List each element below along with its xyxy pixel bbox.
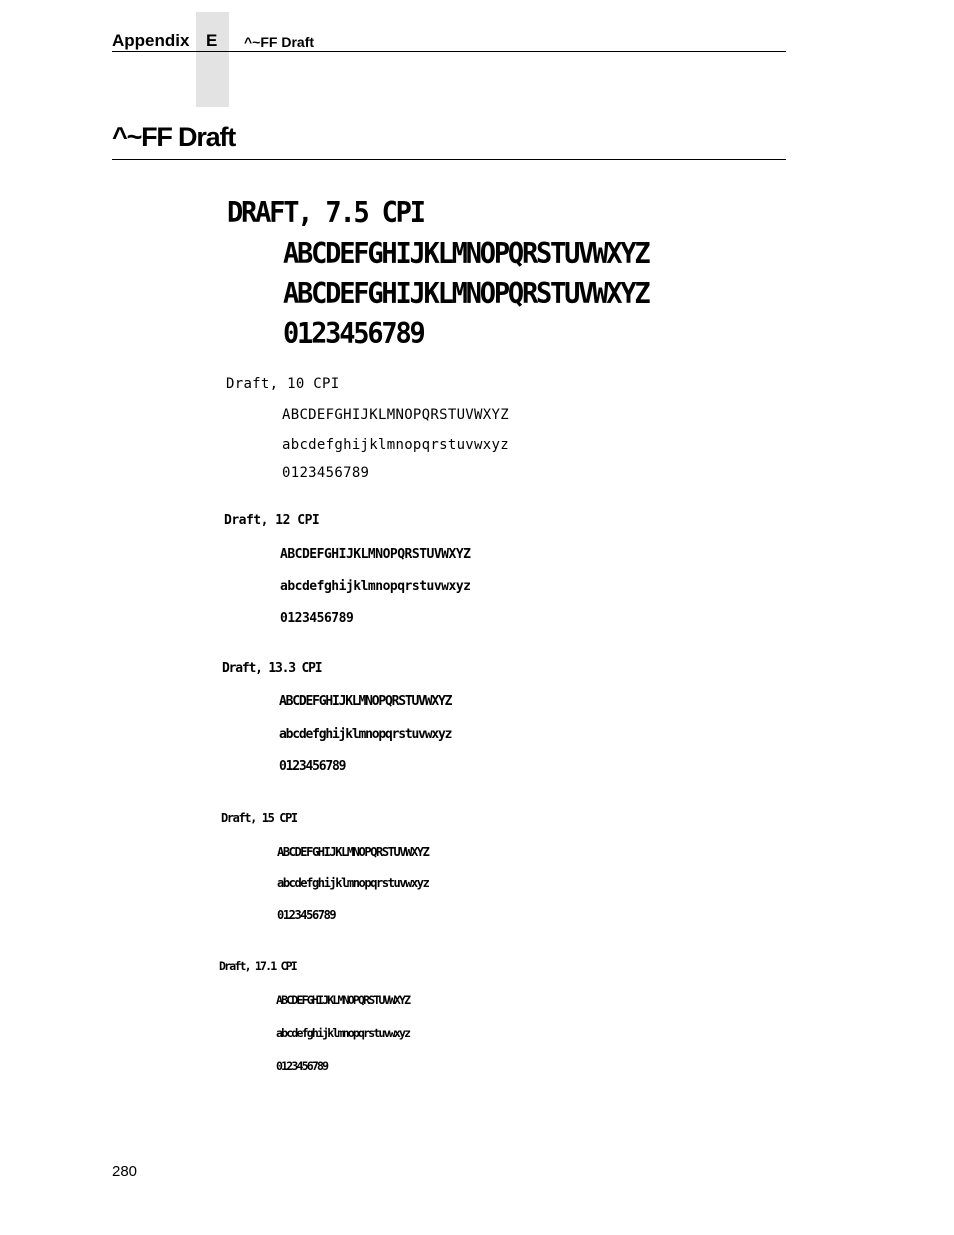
sample-line-digits: 0123456789 <box>283 317 424 351</box>
sample-line-uppercase: ABCDEFGHIJKLMNOPQRSTUVWXYZ <box>276 993 410 1007</box>
header-section-title: ^~FF Draft <box>244 34 315 50</box>
sample-line-uppercase: ABCDEFGHIJKLMNOPQRSTUVWXYZ <box>282 407 509 423</box>
sample-line-digits: 0123456789 <box>282 465 370 481</box>
sample-line-lowercase: abcdefghijklmnopqrstuvwxyz <box>282 437 509 453</box>
sample-heading: Draft, 12 CPI <box>224 513 320 528</box>
sample-heading: Draft, 17.1 CPI <box>219 959 296 973</box>
sample-heading: Draft, 10 CPI <box>226 376 340 392</box>
sample-line-digits: 0123456789 <box>277 908 336 922</box>
sample-line-digits: 0123456789 <box>279 759 346 774</box>
sample-heading: DRAFT, 7.5 CPI <box>227 196 424 230</box>
appendix-tab-marker <box>196 12 229 107</box>
sample-line-lowercase: abcdefghijklmnopqrstuvwxyz <box>280 579 471 594</box>
sample-line-uppercase: ABCDEFGHIJKLMNOPQRSTUVWXYZ <box>277 845 429 859</box>
sample-heading: Draft, 15 CPI <box>221 811 297 825</box>
header-appendix-letter: E <box>206 31 218 50</box>
sample-line-digits: 0123456789 <box>276 1059 328 1073</box>
header-appendix-label: Appendix <box>112 31 190 50</box>
sample-line-uppercase: ABCDEFGHIJKLMNOPQRSTUVWXYZ <box>283 237 649 271</box>
sample-line-lowercase: abcdefghijklmnopqrstuvwxyz <box>279 727 452 742</box>
sample-heading: Draft, 13.3 CPI <box>222 661 322 676</box>
page-number: 280 <box>112 1163 138 1180</box>
page-title: ^~FF Draft <box>112 122 236 152</box>
sample-line-uppercase-repeat: ABCDEFGHIJKLMNOPQRSTUVWXYZ <box>283 277 649 311</box>
sample-line-lowercase: abcdefghijklmnopqrstuvwxyz <box>276 1026 410 1040</box>
header-rule <box>112 51 786 52</box>
sample-line-lowercase: abcdefghijklmnopqrstuvwxyz <box>277 876 429 890</box>
sample-line-uppercase: ABCDEFGHIJKLMNOPQRSTUVWXYZ <box>280 547 471 562</box>
title-rule <box>112 159 786 160</box>
sample-line-digits: 0123456789 <box>280 611 354 626</box>
sample-line-uppercase: ABCDEFGHIJKLMNOPQRSTUVWXYZ <box>279 694 452 709</box>
